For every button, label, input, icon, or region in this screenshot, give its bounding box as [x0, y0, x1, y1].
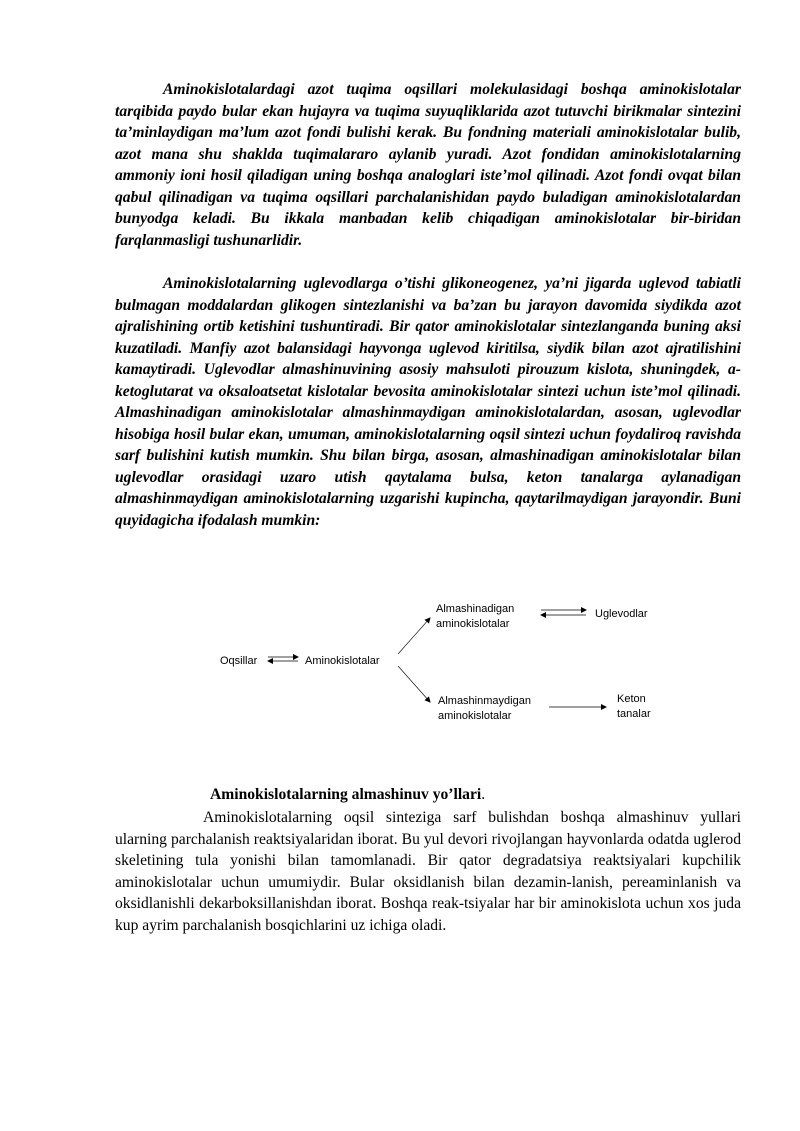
label-oqsillar: Oqsillar: [220, 655, 258, 667]
label-tanalar: tanalar: [617, 708, 651, 720]
paragraph-nitrogen-fund: Aminokislotalardagi azot tuqima oqsillari molekulasidagi boshqa aminokislotalar tarqibida paydo bular ekan hujayra va tuqima suyuqliklarida azot tutuvchi birikmalar sintezini ta’minlaydigan ma’lum azot fondi bulishi kerak. Bu fondning materiali aminokislotalar bulib, azot mana shu shaklda tuqimalararo aylanib yuradi. Azot fondidan aminokislotalarning ammoniy ioni hosil qiladigan uning boshqa analoglari iste’mol qilinadi. Azot fondi ovqat bilan qabul qilinadigan va tuqima oqsillari parchalanishidan paydo buladigan aminokislotalardan bunyodga keladi. Bu ikkala manbadan kelib chiqadigan aminokislotalar bir-biridan farqlanmasligi tushunarlidir.: [115, 81, 741, 249]
label-keton: Keton: [617, 693, 646, 705]
amino-acid-scheme-diagram: [0, 590, 800, 740]
label-uglevodlar: Uglevodlar: [595, 608, 648, 620]
reversible-arrow-uglevodlar: [541, 610, 586, 615]
branch-arrow-down: [398, 666, 430, 702]
paragraph-gluconeogenesis: Aminokislotalarning uglevodlarga o’tishi glikoneogenez, ya’ni jigarda uglevod tabiatli bulmagan moddalardan glikogen sintezlanishi va ba’zan bu jarayon davomida siydikda azot ajralishining ortib ketishini tushuntiradi. Bir qator aminokislotalar sintezlanganda buning aksi kuzatiladi. Manfiy azot balansidagi hayvonga uglevod kiritilsa, siydik bilan azot ajratilishini kamaytiradi. Uglevodlar almashinuvining asosiy mahsuloti pirouzum kislota, shuningdek, a-ketoglutarat va oksaloatsetat kislotalar bevosita aminokislotalar sintezi uchun iste’mol qilinadi. Almashinadigan aminokislotalar almashinmaydigan aminokislotalardan, asosan, uglevodlar hisobiga hosil bular ekan, umuman, aminokislotalarning oqsil sintezi uchun foydaliroq ravishda sarf bulishini kutish mumkin. Shu bilan birga, asosan, almashinadigan aminokislotalar bilan uglevodlar orasidagi uzaro utish qaytalama bulsa, keton tanalarga aylanadigan almashinmaydigan aminokislotalarning uzgarishi kupincha, qaytarilmaydigan jarayondir. Buni quyidagicha ifodalash mumkin:: [115, 275, 741, 529]
label-almashinadigan: Almashinadigan: [436, 603, 515, 615]
label-almashinmaydigan: Almashinmaydigan: [438, 695, 531, 707]
heading-title: Aminokislotalarning almashinuv yo’llari: [210, 786, 482, 803]
label-aminokislotalar: Aminokislotalar: [305, 655, 380, 667]
paragraph-degradation: Aminokislotalarning oqsil sinteziga sarf bulishdan boshqa almashinuv yullari ularning parchalanish reaktsiyalaridan iborat. Bu yul devori rivojlangan hayvonlarda odatda uglerod skeletining tula yonishi bilan tamomlanadi. Bir qator degradatsiya reaktsiyalari kupchilik aminokislotalar uchun umumiydir. Bular oksidlanish bilan dezamin-lanish, pereaminlanish va oksidlanishli dekarboksillanishdan iborat. Boshqa reak-tsiyalar har bir aminokislota uchun xos juda kup ayrim parchalanish bosqichlarini uz ichiga oladi.: [115, 809, 741, 934]
branch-arrow-up: [398, 618, 430, 654]
label-almashinadigan-sub: aminokislotalar: [436, 618, 510, 630]
reversible-arrow-oqsillar: [268, 657, 298, 661]
label-almashinmaydigan-sub: aminokislotalar: [438, 710, 512, 722]
section-heading: [210, 786, 485, 804]
heading-punct: .: [481, 786, 486, 803]
